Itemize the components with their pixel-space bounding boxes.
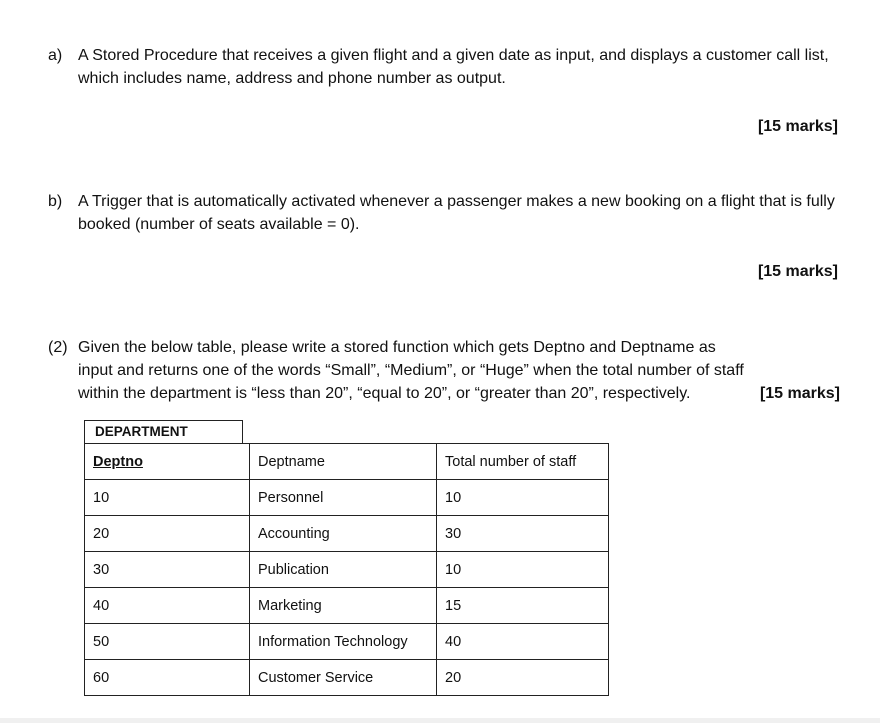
question-2-marks: [15 marks] xyxy=(759,385,840,402)
table-row xyxy=(85,516,609,552)
header-deptno: Deptno xyxy=(85,444,250,480)
cell-deptno: 30 xyxy=(85,552,250,588)
table-row xyxy=(85,624,609,660)
table-row xyxy=(85,588,609,624)
cell-total-staff: 10 xyxy=(437,480,609,516)
cell-deptname: Publication xyxy=(250,552,437,588)
cell-deptname: Customer Service xyxy=(250,660,437,696)
cell-deptno: 50 xyxy=(85,624,250,660)
question-2-label: (2) xyxy=(48,339,68,356)
question-2 xyxy=(48,336,840,405)
question-b-label: b) xyxy=(48,193,63,210)
cell-total-staff: 30 xyxy=(437,516,609,552)
question-b-marks: [15 marks] xyxy=(757,263,838,280)
table-row xyxy=(85,480,609,516)
cell-deptname: Accounting xyxy=(250,516,437,552)
question-a-label: a) xyxy=(48,47,63,64)
question-a-marks: [15 marks] xyxy=(757,118,838,135)
question-a xyxy=(48,44,840,90)
table-row xyxy=(85,660,609,696)
cell-deptname: Marketing xyxy=(250,588,437,624)
header-deptname: Deptname xyxy=(250,444,437,480)
question-b-text: A Trigger that is automatically activated whenever a passenger makes a new booking on a flight that is fully booked (number of seats available = 0). xyxy=(78,193,835,233)
header-total-staff: Total number of staff xyxy=(437,444,609,480)
table-header-row xyxy=(85,444,609,480)
question-2-text: Given the below table, please write a stored function which gets Deptno and Deptname as input and returns one of the words “Small”, “Medium”, or “Huge” when the total number of staff within the department is “less than 20”, “equal to 20”, or “greater than 20”, respectively. xyxy=(78,339,744,402)
cell-total-staff: 10 xyxy=(437,552,609,588)
cell-deptno: 10 xyxy=(85,480,250,516)
cell-deptname: Personnel xyxy=(250,480,437,516)
cell-total-staff: 15 xyxy=(437,588,609,624)
cell-deptname: Information Technology xyxy=(250,624,437,660)
page-bottom-divider xyxy=(0,718,880,723)
table-title: DEPARTMENT xyxy=(84,420,243,443)
department-table xyxy=(84,443,609,696)
cell-deptno: 20 xyxy=(85,516,250,552)
cell-deptno: 60 xyxy=(85,660,250,696)
cell-total-staff: 20 xyxy=(437,660,609,696)
table-row xyxy=(85,552,609,588)
cell-deptno: 40 xyxy=(85,588,250,624)
question-b xyxy=(48,190,840,236)
cell-total-staff: 40 xyxy=(437,624,609,660)
question-a-text: A Stored Procedure that receives a given flight and a given date as input, and displays a customer call list, which includes name, address and phone number as output. xyxy=(78,47,829,87)
